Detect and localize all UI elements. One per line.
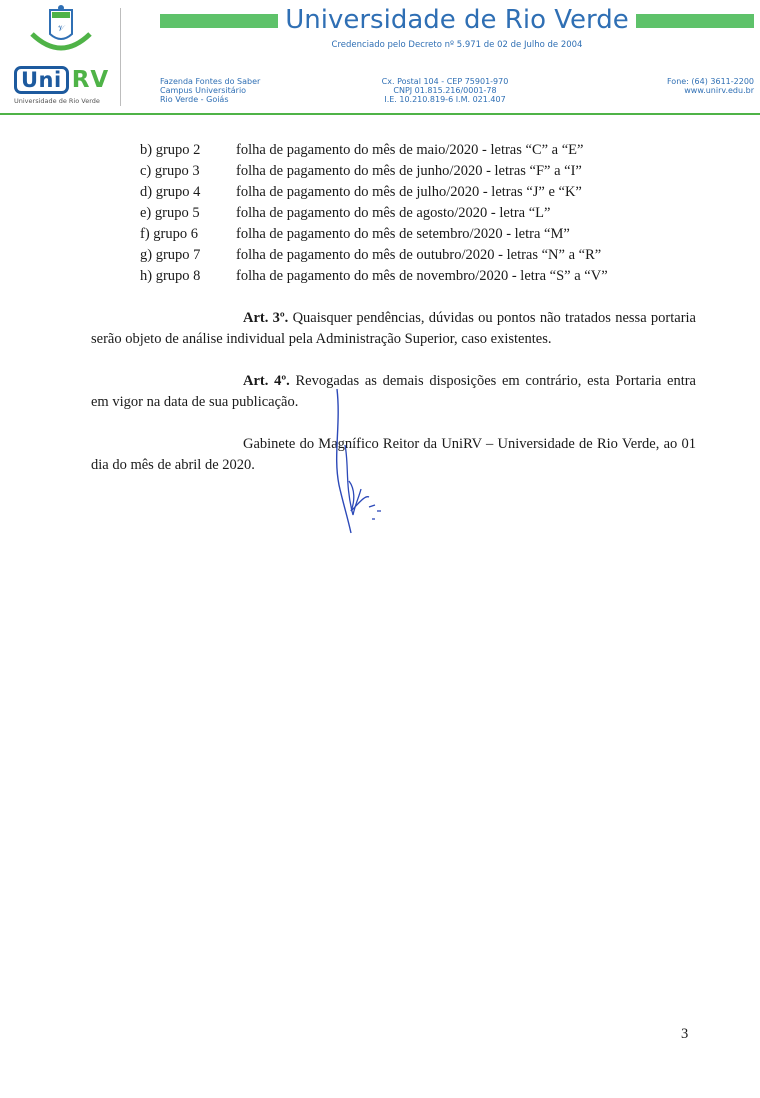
article-4-text: Revogadas as demais disposições em contrário, esta Portaria entra em vigor na data de sua publicação.: [91, 373, 696, 410]
group-label: g) grupo 7: [140, 247, 201, 263]
university-title: Universidade de Rio Verde: [285, 5, 629, 35]
article-3-label: Art. 3º.: [243, 310, 289, 326]
website-link[interactable]: www.unirv.edu.br: [684, 86, 754, 95]
group-label: d) grupo 4: [140, 184, 201, 200]
university-crest-icon: [26, 4, 96, 60]
group-label: f) grupo 6: [140, 226, 198, 242]
phone-text: Fone: (64) 3611-2200: [666, 77, 754, 86]
group-description: folha de pagamento do mês de junho/2020 - letras “F” a “I”: [236, 163, 582, 179]
article-3-text: Quaisquer pendências, dúvidas ou pontos não tratados nessa portaria serão objeto de análise individual pela Administração Superior, caso existentes.: [91, 310, 696, 347]
group-label: c) grupo 3: [140, 163, 200, 179]
list-item: [140, 224, 608, 245]
header-address: [160, 77, 260, 104]
group-description: folha de pagamento do mês de outubro/2020 - letras “N” a “R”: [236, 247, 602, 263]
header-divider: [120, 8, 121, 106]
header-rule: [0, 113, 760, 115]
group-description: folha de pagamento do mês de setembro/2020 - letra “M”: [236, 226, 570, 242]
group-description: folha de pagamento do mês de julho/2020 - letras “J” e “K”: [236, 184, 582, 200]
university-subtitle: Credenciado pelo Decreto nº 5.971 de 02 de Julho de 2004: [331, 40, 583, 50]
address-line: Rio Verde - Goiás: [160, 95, 229, 104]
group-description: folha de pagamento do mês de novembro/2020 - letra “S” a “V”: [236, 268, 608, 284]
page-number: 3: [681, 1026, 689, 1042]
list-item: [140, 161, 608, 182]
registry-line: Cx. Postal 104 - CEP 75901-970: [381, 77, 509, 86]
group-description: folha de pagamento do mês de maio/2020 - letras “C” a “E”: [236, 142, 584, 158]
title-band-left: [160, 14, 278, 28]
unirv-logo: [14, 66, 122, 105]
signature-image: [325, 385, 395, 540]
title-band-right: [636, 14, 754, 28]
closing-text: Gabinete do Magnífico Reitor da UniRV – Universidade de Rio Verde, ao 01 dia do mês de abril de 2020.: [91, 436, 696, 473]
header-registry: [360, 77, 530, 104]
logo-caption: Universidade de Rio Verde: [14, 97, 100, 105]
list-item: [140, 245, 608, 266]
group-label: e) grupo 5: [140, 205, 200, 221]
logo-rv-text: RV: [71, 67, 110, 93]
list-item: [140, 203, 608, 224]
group-label: h) grupo 8: [140, 268, 201, 284]
list-item: [140, 182, 608, 203]
address-line: Fazenda Fontes do Saber: [160, 77, 261, 86]
group-description: folha de pagamento do mês de agosto/2020 - letra “L”: [236, 205, 551, 221]
group-label: b) grupo 2: [140, 142, 201, 158]
group-list: [140, 140, 608, 287]
header-contact: [667, 77, 754, 95]
registry-line: I.E. 10.210.819-6 I.M. 021.407: [384, 95, 506, 104]
list-item: [140, 266, 608, 287]
article-4-label: Art. 4º.: [243, 373, 290, 389]
logo-uni-text: Uni: [14, 66, 69, 94]
svg-text:𝒱: 𝒱: [57, 24, 65, 33]
article-3-paragraph: [91, 308, 696, 350]
list-item: [140, 140, 608, 161]
registry-line: CNPJ 01.815.216/0001-78: [393, 86, 497, 95]
address-line: Campus Universitário: [160, 86, 247, 95]
